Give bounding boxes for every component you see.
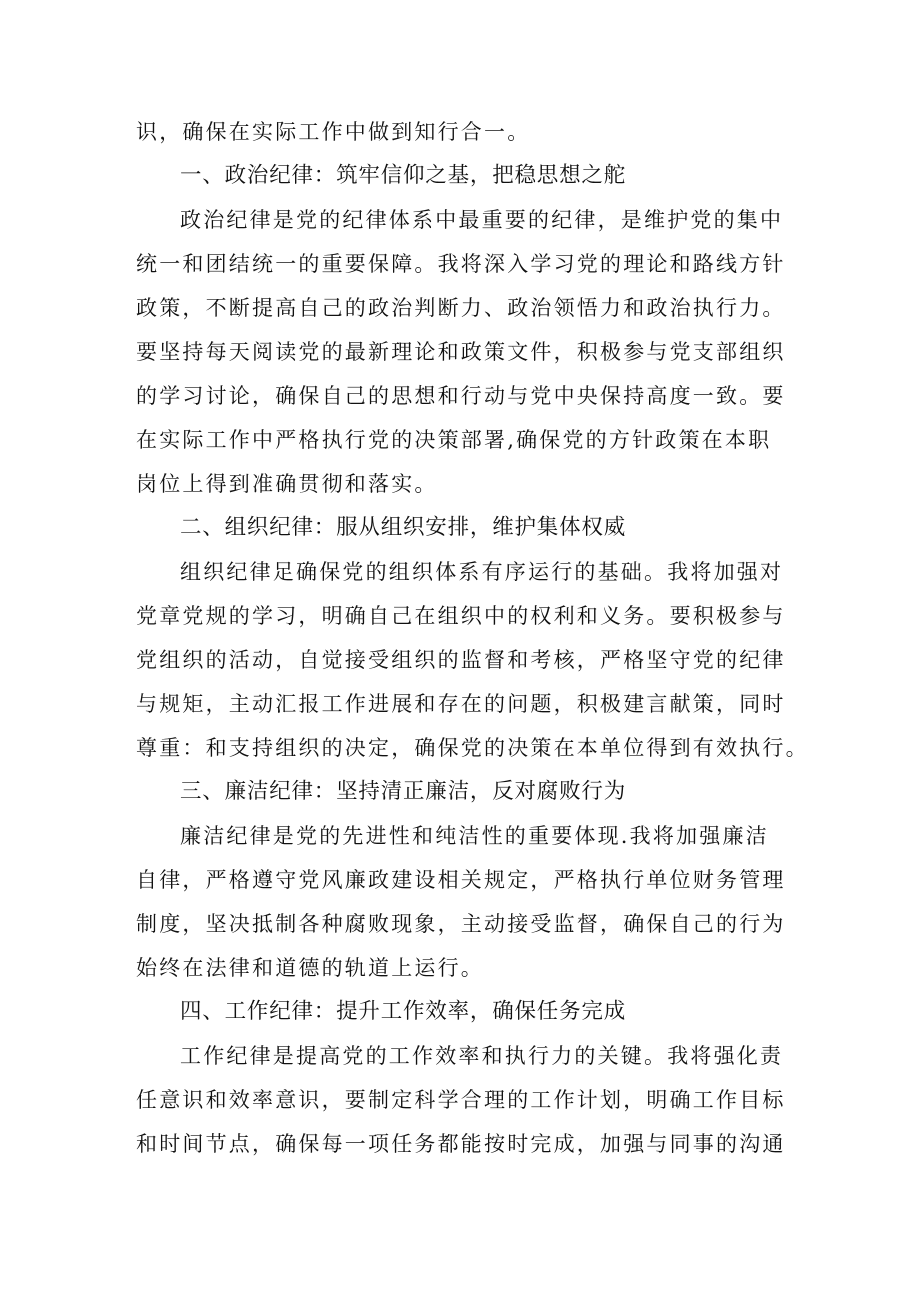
paragraph-line: 自律，严格遵守党风廉政建设相关规定，严格执行单位财务管理: [136, 868, 786, 892]
paragraph-line: 统一和团结统一的重要保障。我将深入学习党的理论和路线方针: [136, 252, 786, 276]
section-heading-political: 一、政治纪律：筑牢信仰之基，把稳思想之舵: [180, 163, 627, 188]
paragraph-line: 与规矩，主动汇报工作进展和存在的问题，积极建言献策，同时: [136, 692, 786, 716]
paragraph-line: 尊重：和支持组织的决定，确保党的决策在本单位得到有效执行。: [136, 736, 809, 760]
paragraph-line: 的学习讨论，确保自己的思想和行动与党中央保持高度一致。要: [136, 384, 786, 408]
paragraph-line: 组织纪律足确保党的组织体系有序运行的基础。我将加强对: [180, 560, 784, 584]
paragraph-line: 岗位上得到准确贯彻和落实。: [136, 472, 438, 496]
paragraph-line: 廉洁纪律是党的先进性和纯洁性的重要体现.我将加强廉洁: [180, 824, 769, 848]
paragraph-line: 任意识和效率意识，要制定科学合理的工作计划，明确工作目标: [136, 1088, 786, 1112]
paragraph-line: 在实际工作中严格执行党的决策部署,确保党的方针政策在本职: [136, 428, 772, 452]
section-heading-integrity: 三、廉洁纪律：坚持清正廉洁，反对腐败行为: [180, 779, 627, 804]
paragraph-line: 制度，坚决抵制各种腐败现象，主动接受监督，确保自己的行为: [136, 912, 786, 936]
section-heading-work: 四、工作纪律：提升工作效率，确保任务完成: [180, 999, 627, 1024]
document-body: [136, 110, 809, 1166]
paragraph-line: 工作纪律是提高党的工作效率和执行力的关键。我将强化责: [180, 1044, 784, 1068]
paragraph-line: 党组织的活动，自觉接受组织的监督和考核，严格坚守党的纪律: [136, 648, 786, 672]
paragraph-line: 始终在法律和道德的轨道上运行。: [136, 956, 484, 980]
paragraph-line: 要坚持每天阅读党的最新理论和政策文件，积极参与党支部组织: [136, 340, 786, 364]
section-heading-organizational: 二、组织纪律：服从组织安排，维护集体权威: [180, 515, 627, 540]
paragraph-line: 政治纪律是党的纪律体系中最重要的纪律，是维护党的集中: [180, 208, 784, 232]
paragraph-line: 党章党规的学习，明确自己在组织中的权利和义务。要积极参与: [136, 604, 786, 628]
paragraph-line: 和时间节点，确保每一项任务都能按时完成，加强与同事的沟通: [136, 1132, 786, 1156]
paragraph-line: 政策，不断提高自己的政治判断力、政治领悟力和政治执行力。: [136, 296, 786, 320]
intro-paragraph-tail: 识，确保在实际工作中做到知行合一。: [136, 120, 531, 144]
